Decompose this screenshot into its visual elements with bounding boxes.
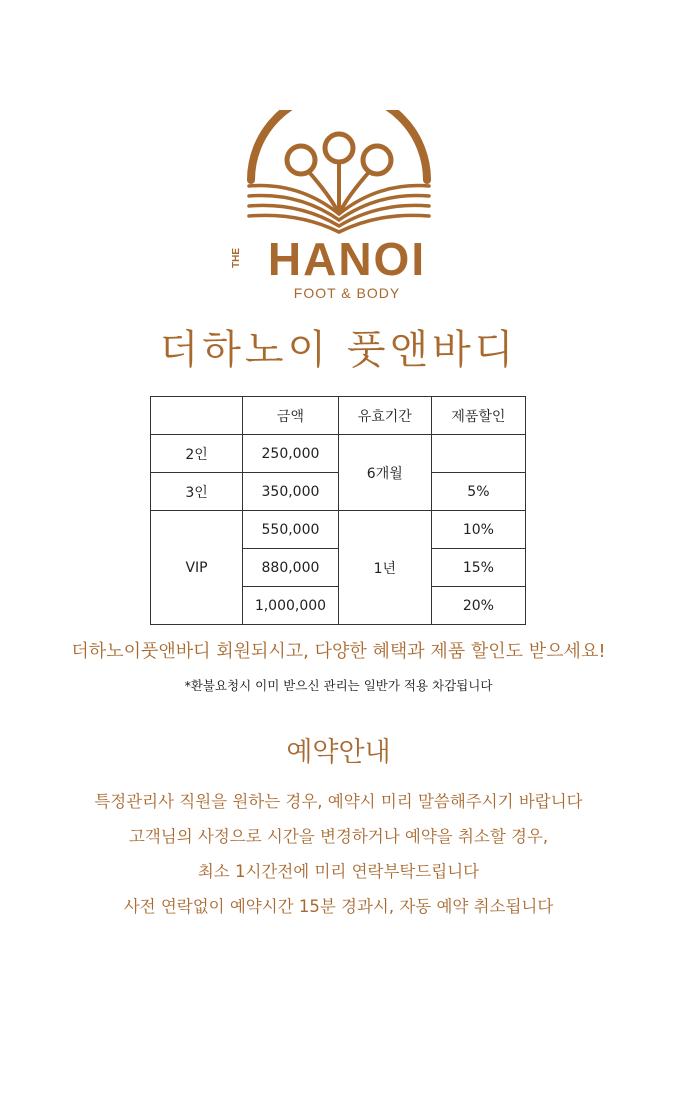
group-cell: 2인 bbox=[151, 435, 243, 473]
table-row bbox=[151, 473, 526, 511]
validity-cell: 1년 bbox=[338, 511, 431, 625]
reservation-title: 예약안내 bbox=[286, 737, 391, 768]
brand-logo bbox=[0, 110, 677, 310]
table-header-cell bbox=[151, 397, 243, 435]
price-cell: 250,000 bbox=[243, 435, 339, 473]
validity-cell: 6개월 bbox=[338, 435, 431, 511]
price-cell: 880,000 bbox=[243, 549, 339, 587]
refund-notice: *환불요청시 이미 받으신 관리는 일반가 적용 차감됩니다 bbox=[184, 678, 493, 693]
logo-hanoi-text: HANOI bbox=[267, 233, 426, 285]
table-row bbox=[151, 511, 526, 549]
table-row bbox=[151, 435, 526, 473]
discount-cell: 5% bbox=[431, 473, 525, 511]
price-cell: 550,000 bbox=[243, 511, 339, 549]
discount-cell: 10% bbox=[431, 511, 525, 549]
hanoi-logo-graphic bbox=[219, 110, 459, 310]
discount-cell: 20% bbox=[431, 587, 525, 625]
logo-subtitle: FOOT & BODY bbox=[293, 285, 400, 301]
table-header-discount: 제품할인 bbox=[431, 397, 525, 435]
membership-price-table bbox=[150, 396, 526, 625]
promo-text: 더하노이풋앤바디 회원되시고, 다양한 혜택과 제품 할인도 받으세요! bbox=[71, 641, 606, 662]
table-header-validity: 유효기간 bbox=[338, 397, 431, 435]
table-header-price: 금액 bbox=[243, 397, 339, 435]
discount-cell: 15% bbox=[431, 549, 525, 587]
price-cell: 1,000,000 bbox=[243, 587, 339, 625]
reservation-line: 사전 연락없이 예약시간 15분 경과시, 자동 예약 취소됩니다 bbox=[123, 897, 554, 916]
table-header-row bbox=[151, 397, 526, 435]
brand-title: 더하노이 풋앤바디 bbox=[159, 327, 518, 373]
reservation-line: 고객님의 사정으로 시간을 변경하거나 예약을 취소할 경우, bbox=[128, 827, 549, 846]
reservation-line: 최소 1시간전에 미리 연락부탁드립니다 bbox=[197, 862, 480, 881]
discount-cell bbox=[431, 435, 525, 473]
price-cell: 350,000 bbox=[243, 473, 339, 511]
reservation-line: 특정관리사 직원을 원하는 경우, 예약시 미리 말씀해주시기 바랍니다 bbox=[94, 792, 583, 811]
group-cell: 3인 bbox=[151, 473, 243, 511]
group-cell: VIP bbox=[151, 511, 243, 625]
logo-the-text: THE bbox=[230, 248, 242, 268]
